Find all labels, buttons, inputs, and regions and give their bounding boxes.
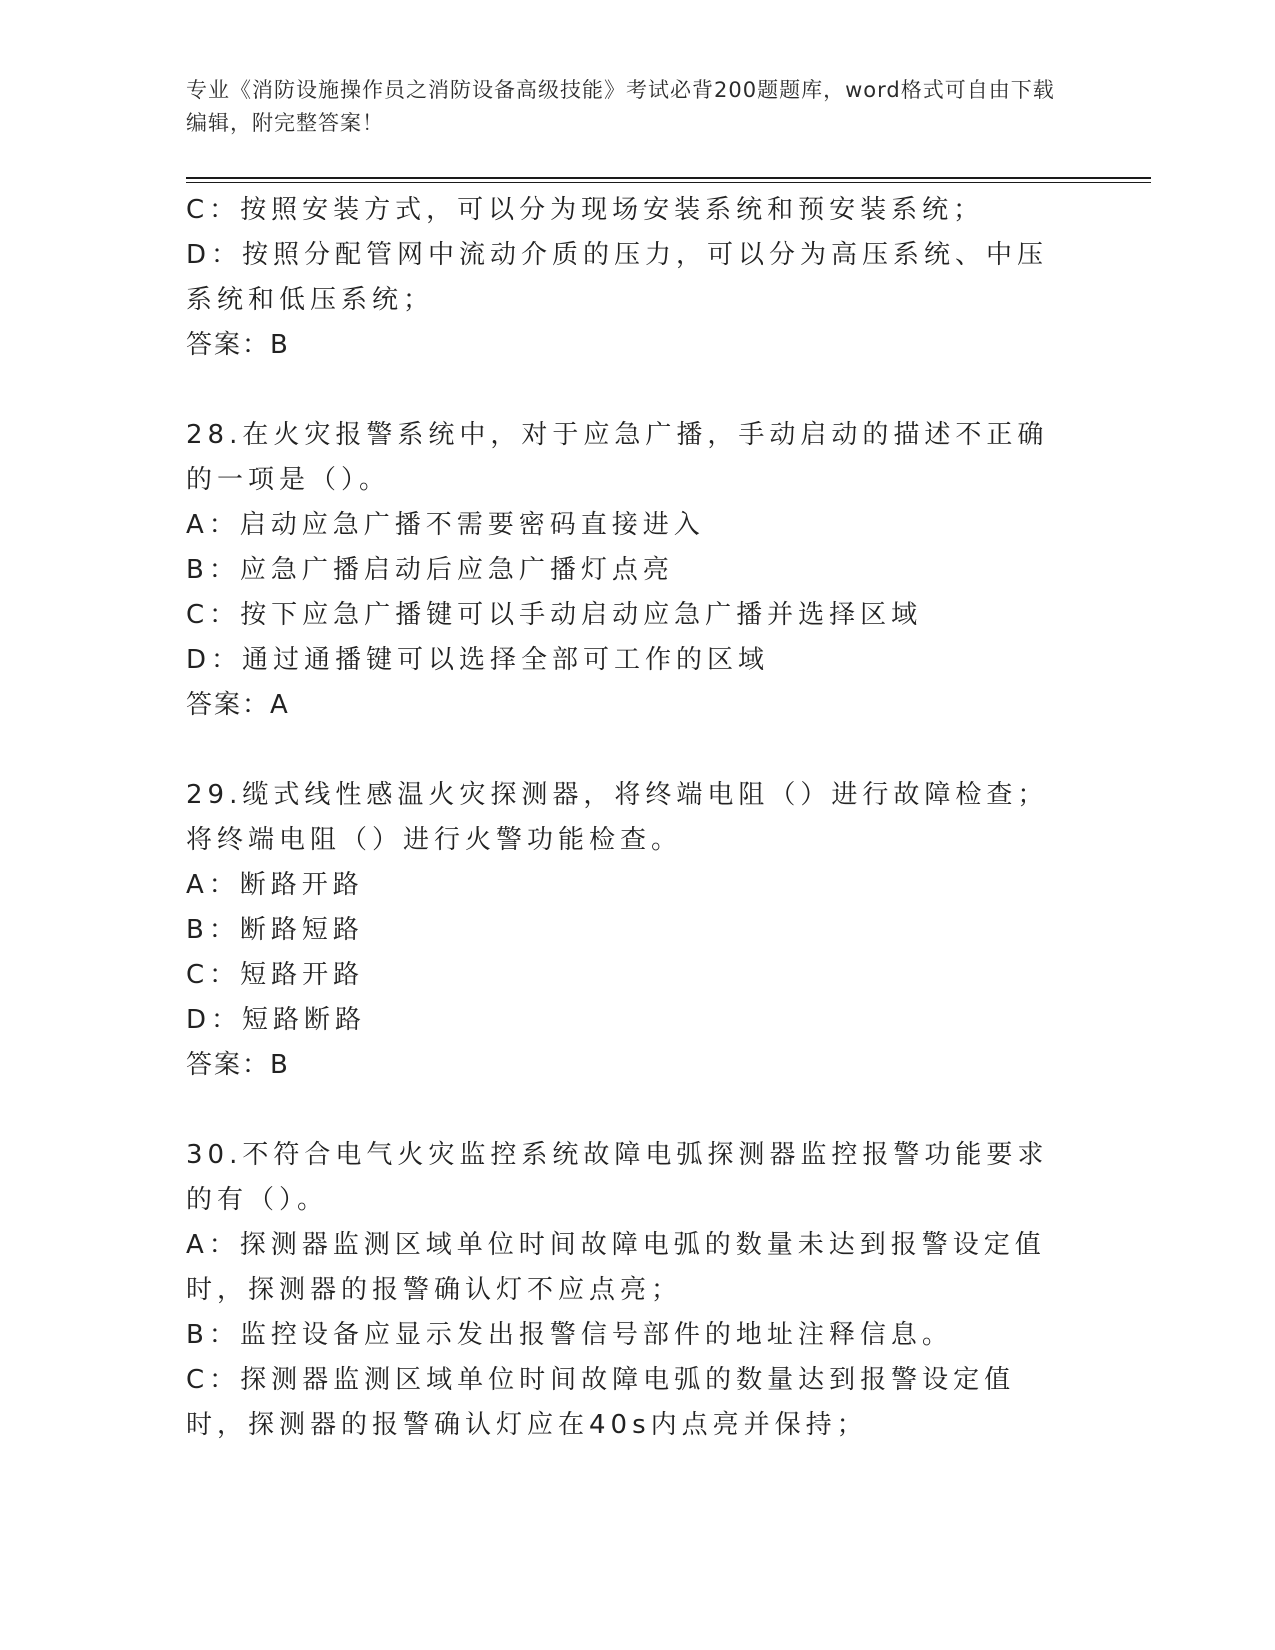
header-divider-thin (186, 182, 1151, 183)
option-a: A：断路开路 (186, 870, 364, 900)
option-c: C：按照安装方式，可以分为现场安装系统和预安装系统； (186, 195, 985, 225)
answer: 答案：A (186, 690, 290, 720)
header-text: 专业《消防设施操作员之消防设备高级技能》考试必背200题题库，word格式可自由下载编辑，附完整答案！ (186, 78, 1055, 135)
question-28 (186, 413, 1076, 728)
question-stem: 29.缆式线性感温火灾探测器，将终端电阻（）进行故障检查；将终端电阻（）进行火警功能检查。 (186, 780, 1049, 855)
answer: 答案：B (186, 330, 290, 360)
option-b: B：应急广播启动后应急广播灯点亮 (186, 555, 674, 585)
spacer (186, 368, 1076, 413)
option-c: C：短路开路 (186, 960, 365, 990)
question-stem: 30.不符合电气火灾监控系统故障电弧探测器监控报警功能要求的有（）。 (186, 1140, 1049, 1215)
question-29 (186, 773, 1076, 1088)
question-content (186, 188, 1076, 1448)
option-d: D：按照分配管网中流动介质的压力，可以分为高压系统、中压系统和低压系统； (186, 240, 1049, 315)
document-header (186, 74, 1066, 140)
option-b: B：断路短路 (186, 915, 364, 945)
option-b: B：监控设备应显示发出报警信号部件的地址注释信息。 (186, 1320, 953, 1350)
option-d: D：短路断路 (186, 1005, 367, 1035)
question-30 (186, 1133, 1076, 1448)
answer: 答案：B (186, 1050, 290, 1080)
question-stem: 28.在火灾报警系统中，对于应急广播，手动启动的描述不正确的一项是（）。 (186, 420, 1049, 495)
option-c: C：探测器监测区域单位时间故障电弧的数量达到报警设定值时，探测器的报警确认灯应在40s内点亮并保持； (186, 1365, 1016, 1440)
option-c: C：按下应急广播键可以手动启动应急广播并选择区域 (186, 600, 923, 630)
carryover-question (186, 188, 1076, 368)
option-d: D：通过通播键可以选择全部可工作的区域 (186, 645, 770, 675)
option-a: A：启动应急广播不需要密码直接进入 (186, 510, 705, 540)
spacer (186, 728, 1076, 773)
spacer (186, 1088, 1076, 1133)
header-divider-thick (186, 177, 1151, 179)
option-a: A：探测器监测区域单位时间故障电弧的数量未达到报警设定值时，探测器的报警确认灯不应点亮； (186, 1230, 1046, 1305)
